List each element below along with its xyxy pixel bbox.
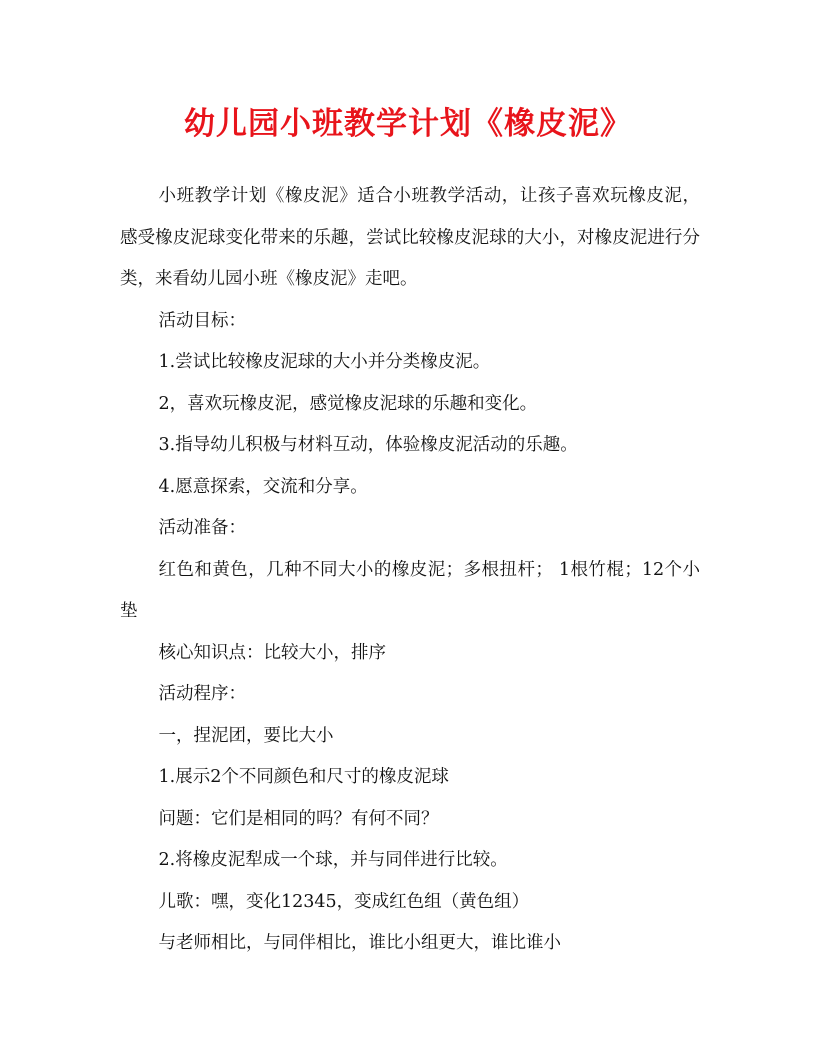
goal-item-3: 3.指导幼儿积极与材料互动，体验橡皮泥活动的乐趣。	[158, 435, 578, 455]
intro-paragraph: 小班教学计划《橡皮泥》适合小班教学活动，让孩子喜欢玩橡皮泥，感受橡皮泥球变化带来的乐趣，尝试比较橡皮泥球的大小，对橡皮泥进行分类，来看幼儿园小班《橡皮泥》走吧。	[120, 186, 700, 289]
nursery-rhyme: 儿歌：嘿，变化12345，变成红色组（黄色组）	[158, 891, 530, 912]
procedure-step-heading: 一，捏泥团，要比大小	[158, 725, 334, 746]
goal-item-1: 1.尝试比较橡皮泥球的大小并分类橡皮泥。	[158, 352, 491, 372]
procedure-item-2: 2.将橡皮泥犁成一个球，并与同伴进行比较。	[158, 850, 508, 870]
core-knowledge-point: 核心知识点：比较大小，排序	[158, 642, 386, 663]
section-heading-preparation: 活动准备：	[158, 518, 246, 538]
goal-item-2: 2，喜欢玩橡皮泥，感觉橡皮泥球的乐趣和变化。	[158, 393, 538, 414]
comparison-line: 与老师相比，与同伴相比，谁比小组更大，谁比谁小	[158, 933, 561, 953]
preparation-materials: 红色和黄色，几种不同大小的橡皮泥；多根扭杆； 1根竹棍；12个小垫	[120, 559, 700, 621]
goal-item-4: 4.愿意探索，交流和分享。	[158, 476, 368, 497]
section-heading-goals: 活动目标：	[158, 310, 246, 331]
document-body	[120, 176, 700, 965]
document-title: 幼儿园小班教学计划《橡皮泥》	[184, 106, 632, 142]
procedure-question: 问题：它们是相同的吗？有何不同？	[158, 808, 439, 829]
section-heading-procedure: 活动程序：	[158, 684, 246, 704]
procedure-item-1: 1.展示2个不同颜色和尺寸的橡皮泥球	[158, 767, 449, 787]
